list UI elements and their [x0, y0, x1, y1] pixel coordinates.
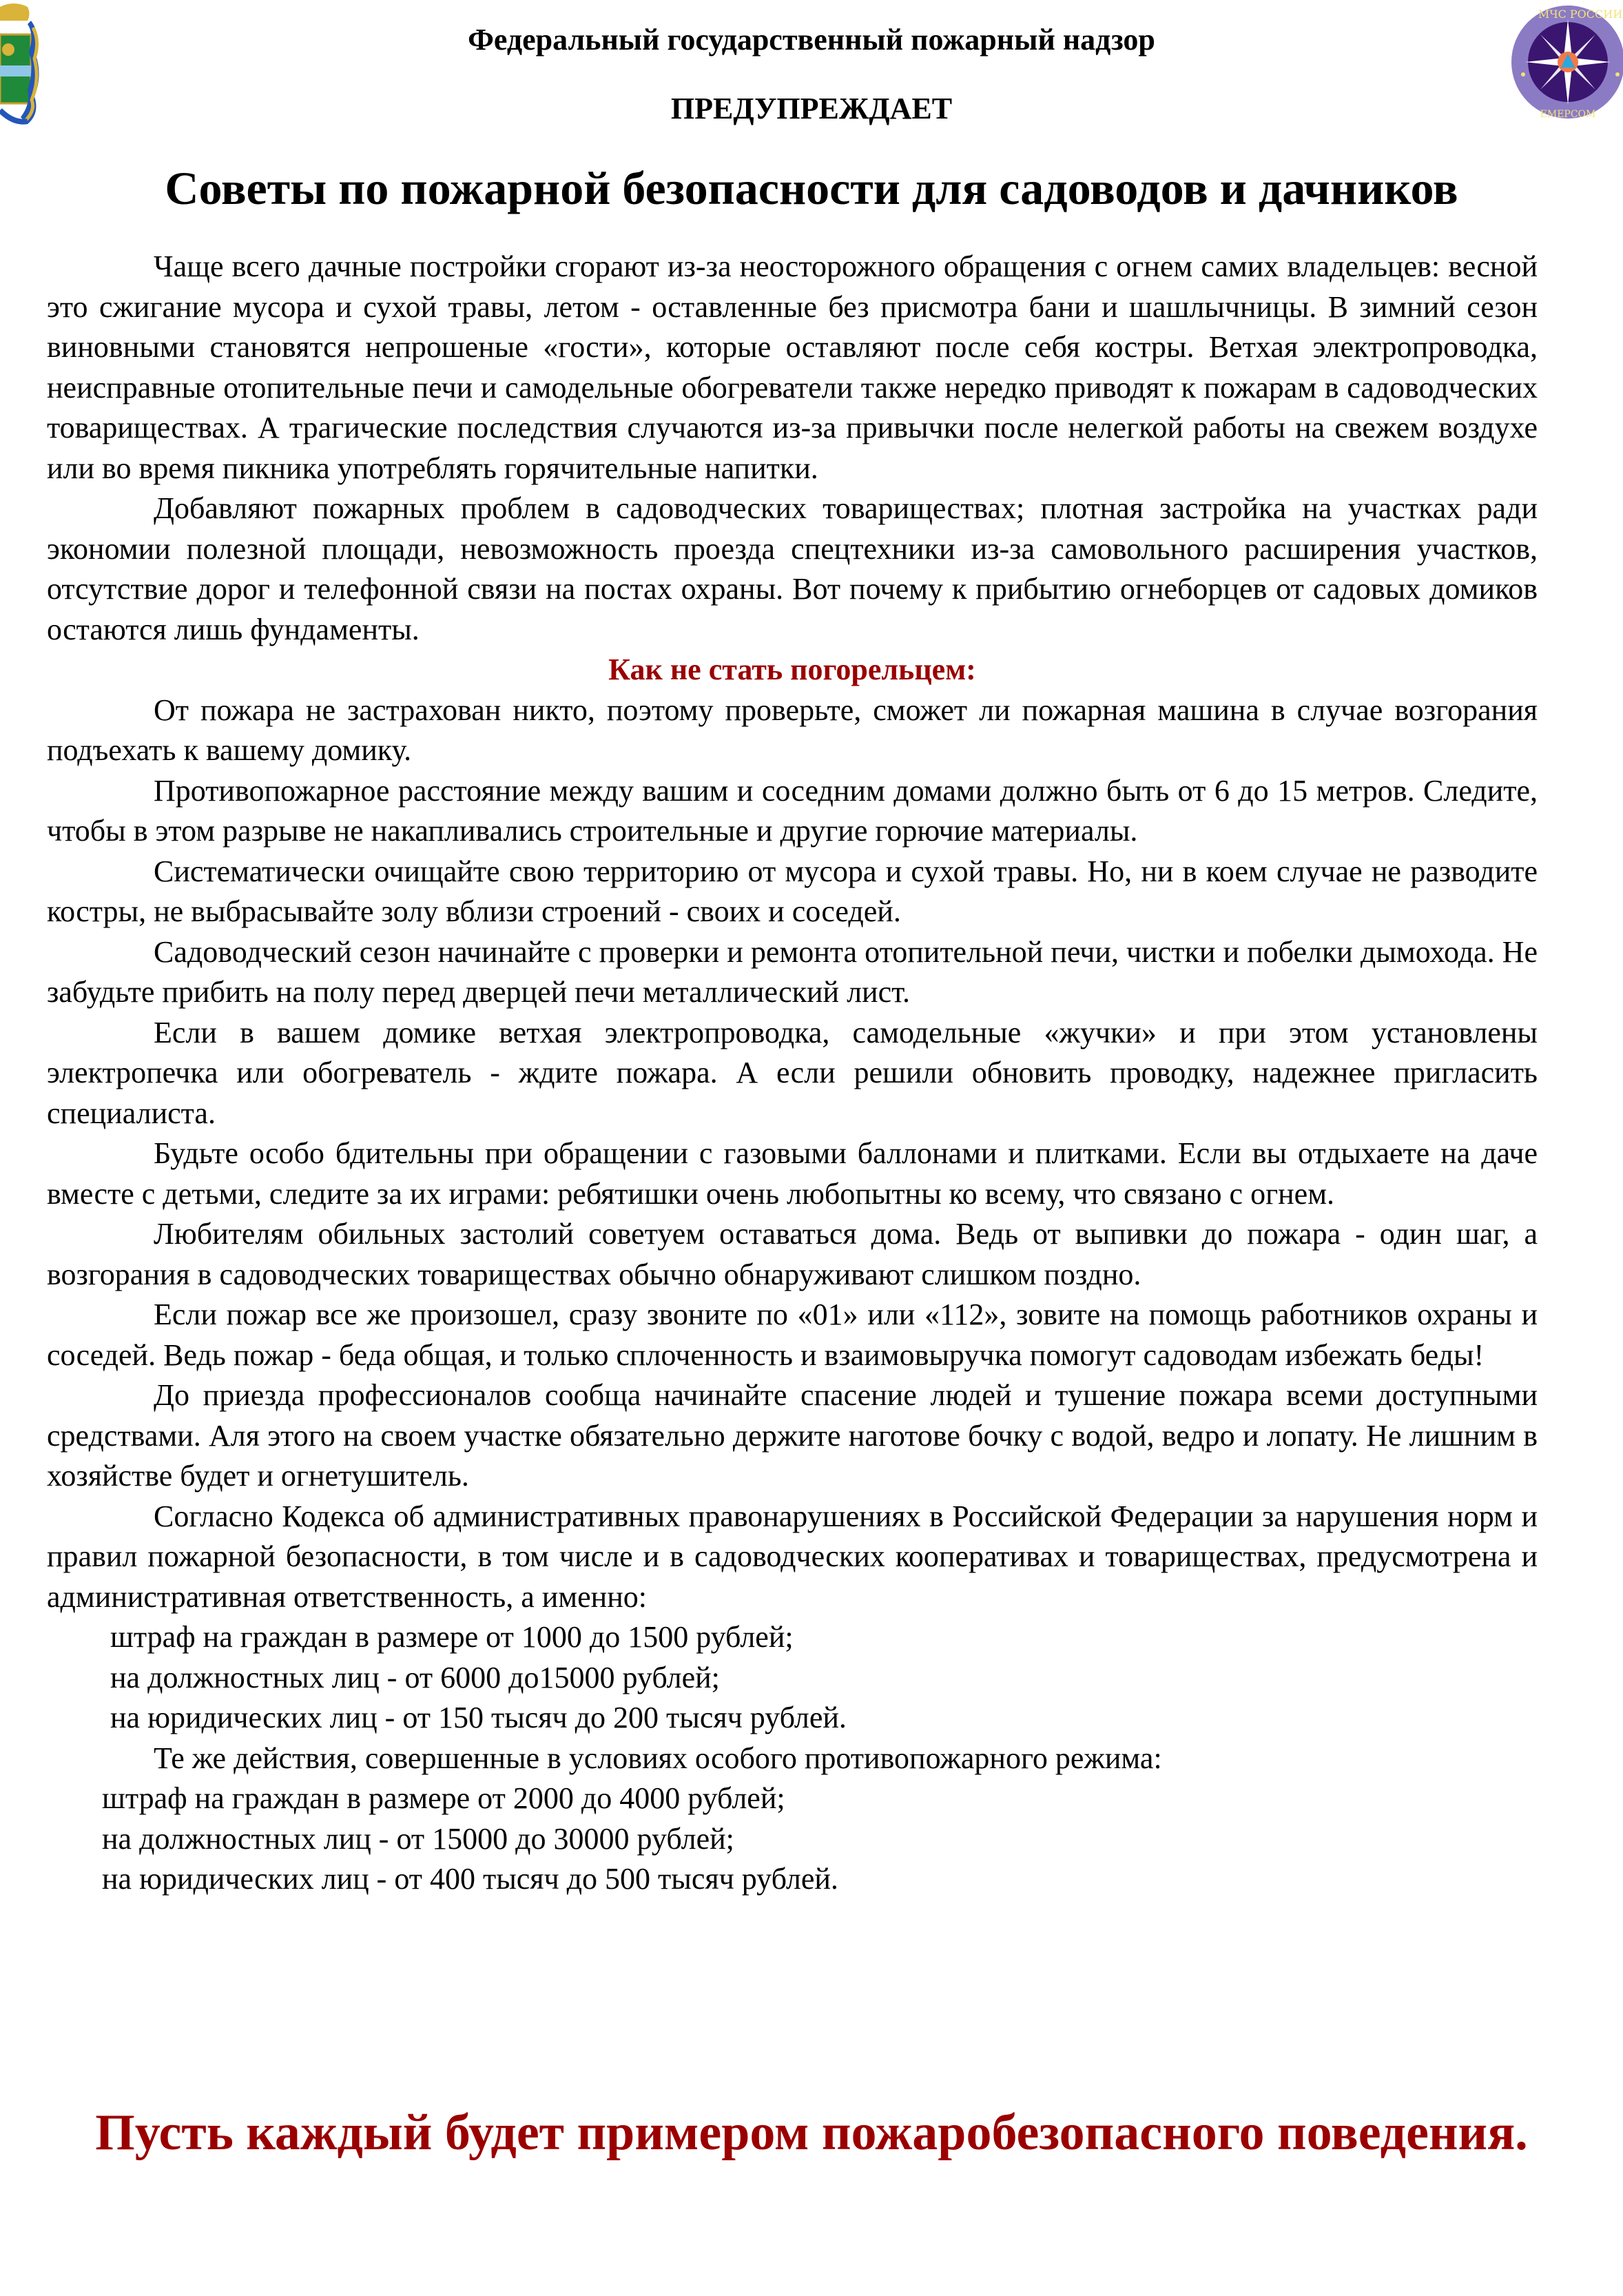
fine-item: на должностных лиц - от 6000 до15000 рублей;	[110, 1660, 720, 1694]
intro-paragraph: Добавляют пожарных проблем в садоводческих товариществах; плотная застройка на участках ради экономии полезной площади, невозможность проезда спецтехники из-за самовольного расширения участков, отсутствие дорог и телефонной связи на постах охраны. Вот почему к прибытию огнеборцев от садовых домиков остаются лишь фундаменты.	[47, 491, 1538, 646]
closing-slogan: Пусть каждый будет примером пожаробезопасного поведения.	[95, 2104, 1528, 2161]
warning-heading: ПРЕДУПРЕЖДАЕТ	[670, 92, 953, 125]
tip-paragraph: Систематически очищайте свою территорию от мусора и сухой травы. Но, ни в коем случае не разводите костры, не выбрасывайте золу вблизи строений - своих и соседей.	[47, 854, 1538, 928]
section-subtitle: Как не стать погорельцем:	[608, 653, 976, 686]
tip-paragraph: До приезда профессионалов сообща начинайте спасение людей и тушение пожара всеми доступными средствами. Аля этого на своем участке обязательно держите наготове бочку с водой, ведро и лопату. Не лишним в хозяйстве будет и огнетушитель.	[47, 1378, 1538, 1493]
tip-paragraph: Будьте особо бдительны при обращении с газовыми баллонами и плитками. Если вы отдыхаете на даче вместе с детьми, следите за их играми: ребятишки очень любопытны ко всему, что связано с огнем.	[47, 1136, 1538, 1211]
special-regime-intro: Те же действия, совершенные в условиях особого противопожарного режима:	[154, 1741, 1162, 1775]
tip-paragraph: Садоводческий сезон начинайте с проверки и ремонта отопительной печи, чистки и побелки дымохода. Не забудьте прибить на полу перед дверцей печи металлический лист.	[47, 934, 1538, 1009]
fine-item-special: на юридических лиц - от 400 тысяч до 500 тысяч рублей.	[102, 1862, 838, 1896]
fine-item: на юридических лиц - от 150 тысяч до 200 тысяч рублей.	[110, 1701, 847, 1734]
agency-name: Федеральный государственный пожарный надзор	[468, 23, 1155, 57]
tip-paragraph: Если в вашем домике ветхая электропроводка, самодельные «жучки» и при этом установлены электропечка или обогреватель - ждите пожара. А если решили обновить проводку, надежнее пригласить специалиста.	[47, 1015, 1538, 1130]
fine-item-special: штраф на граждан в размере от 2000 до 4000 рублей;	[102, 1781, 785, 1815]
intro-paragraph: Чаще всего дачные постройки сгорают из-за неосторожного обращения с огнем самих владельцев: весной это сжигание мусора и сухой травы, летом - оставленные без присмотра бани и шашлычницы. В зимний сезон виновными становятся непрошеные «гости», которые оставляют после себя костры. Ветхая электропроводка, неисправные отопительные печи и самодельные обогреватели также нередко приводят к пожарам в садоводческих товариществах. А трагические последствия случаются из-за привычки после нелегкой работы на свежем воздухе или во время пикника употреблять горячительные напитки.	[47, 249, 1538, 485]
tip-paragraph: Любителям обильных застолий советуем оставаться дома. Ведь от выпивки до пожара - один шаг, а возгорания в садоводческих товариществах обычно обнаруживают слишком поздно.	[47, 1217, 1538, 1291]
emblem-text-top: МЧС РОССИИ	[1538, 8, 1623, 21]
document-title: Советы по пожарной безопасности для садоводов и дачников	[165, 162, 1458, 214]
tip-paragraph: Если пожар все же произошел, сразу звоните по «01» или «112», зовите на помощь работников охраны и соседей. Ведь пожар - беда общая, и только сплоченность и взаимовыручка помогут садоводам избежать беды!	[47, 1298, 1538, 1372]
legal-paragraph: Согласно Кодекса об административных правонарушениях в Российской Федерации за нарушения норм и правил пожарной безопасности, в том числе и в садоводческих кооперативах и товариществах, предусмотрена и административная ответственность, а именно:	[47, 1499, 1538, 1614]
fine-item-special: на должностных лиц - от 15000 до 30000 рублей;	[102, 1821, 734, 1856]
fine-item: штраф на граждан в размере от 1000 до 1500 рублей;	[110, 1620, 794, 1654]
emblem-text-bottom: ЕМЕРСОМ	[1540, 109, 1596, 120]
document-body	[47, 247, 1538, 1900]
tip-paragraph: Противопожарное расстояние между вашим и соседним домами должно быть от 6 до 15 метров. Следите, чтобы в этом разрыве не накапливались строительные и другие горючие материалы.	[47, 773, 1538, 848]
tip-paragraph: От пожара не застрахован никто, поэтому проверьте, сможет ли пожарная машина в случае возгорания подъехать к вашему домику.	[47, 693, 1538, 767]
